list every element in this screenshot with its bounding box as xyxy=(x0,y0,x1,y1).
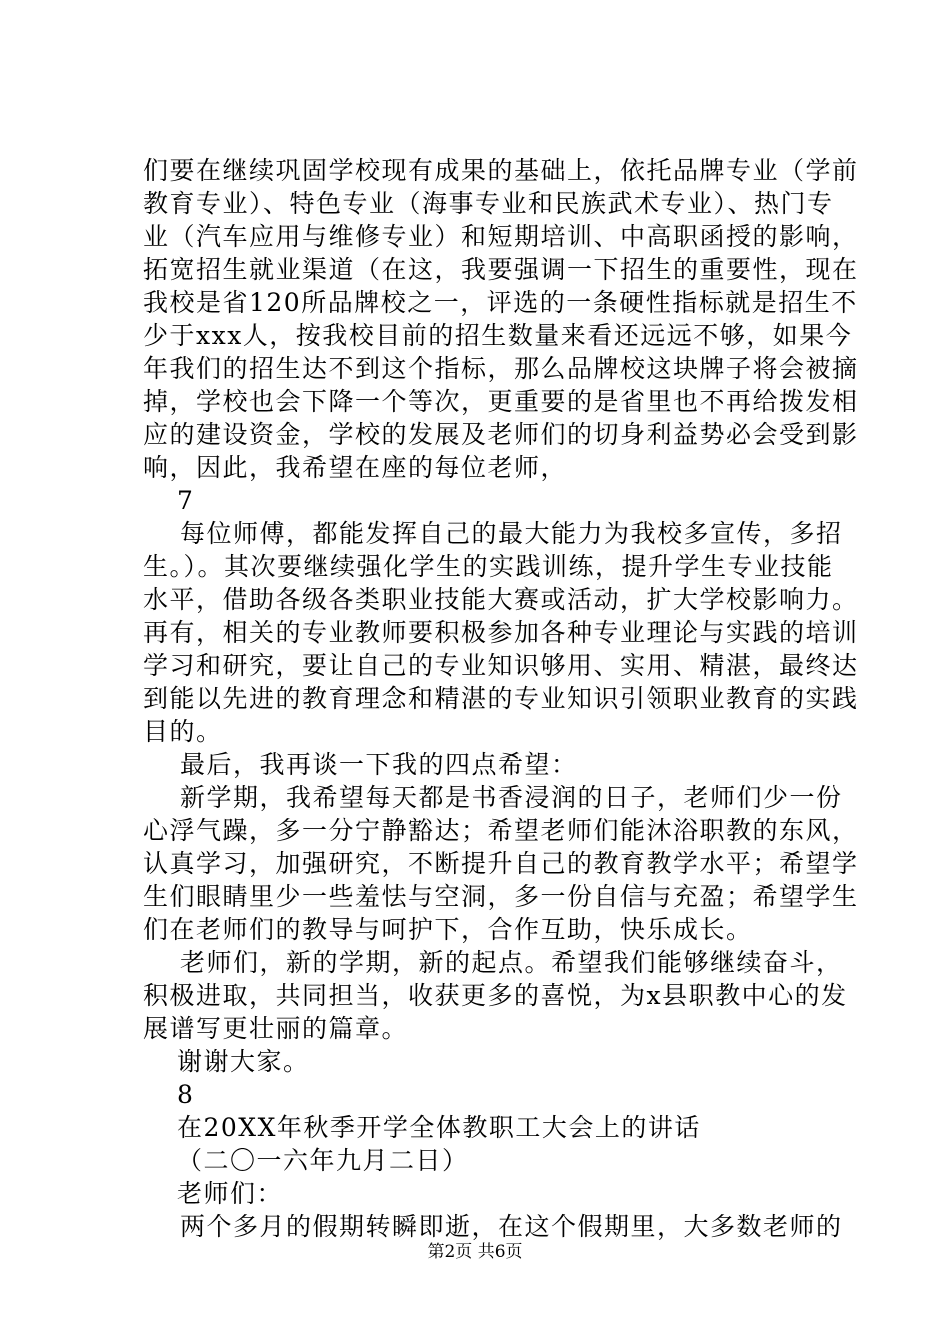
text-line: 心浮气躁，多一分宁静豁达；希望老师们能沐浴职教的东风， xyxy=(143,816,859,845)
text-line: 响，因此，我希望在座的每位老师， xyxy=(143,453,568,482)
text-line: 再有，相关的专业教师要积极参加各种专业理论与实践的培训 xyxy=(143,618,859,647)
text-line: 目的。 xyxy=(143,717,223,746)
speech-date: （二〇一六年九月二日） xyxy=(177,1146,469,1175)
text-line: 少于xxx人，按我校目前的招生数量来看还远远不够，如果今 xyxy=(143,321,853,350)
text-line: 积极进取，共同担当，收获更多的喜悦，为x县职教中心的发 xyxy=(143,981,848,1010)
speech-title: 在20XX年秋季开学全体教职工大会上的讲话 xyxy=(177,1113,701,1142)
text-line: 新学期，我希望每天都是书香浸润的日子，老师们少一份 xyxy=(180,783,843,812)
text-line: 们要在继续巩固学校现有成果的基础上，依托品牌专业（学前 xyxy=(143,156,859,185)
text-line: 年我们的招生达不到这个指标，那么品牌校这块牌子将会被摘 xyxy=(143,354,859,383)
text-line: 谢谢大家。 xyxy=(177,1047,310,1076)
page-marker: 7 xyxy=(177,486,195,515)
text-line: 们在老师们的教导与呵护下，合作互助，快乐成长。 xyxy=(143,915,753,944)
text-line: 两个多月的假期转瞬即逝，在这个假期里，大多数老师的 xyxy=(180,1212,843,1241)
text-line: 应的建设资金，学校的发展及老师们的切身利益势必会受到影 xyxy=(143,420,859,449)
text-line: 学习和研究，要让自己的专业知识够用、实用、精湛，最终达 xyxy=(143,651,859,680)
page-footer: 第2页 共6页 xyxy=(427,1242,523,1262)
text-line: 生们眼睛里少一些羞怯与空洞，多一份自信与充盈；希望学生 xyxy=(143,882,859,911)
text-line: 我校是省120所品牌校之一，评选的一条硬性指标就是招生不 xyxy=(143,288,858,317)
text-line: 展谱写更壮丽的篇章。 xyxy=(143,1014,409,1043)
text-line: 水平，借助各级各类职业技能大赛或活动，扩大学校影响力。 xyxy=(143,585,859,614)
text-line: 认真学习，加强研究，不断提升自己的教育教学水平；希望学 xyxy=(143,849,859,878)
text-line: 生。）。其次要继续强化学生的实践训练，提升学生专业技能 xyxy=(143,552,834,581)
page-marker: 8 xyxy=(177,1080,195,1109)
text-line: 掉，学校也会下降一个等次，更重要的是省里也不再给拨发相 xyxy=(143,387,859,416)
text-line: 业（汽车应用与维修专业）和短期培训、中高职函授的影响， xyxy=(143,222,859,251)
text-line: 教育专业）、特色专业（海事专业和民族武术专业）、热门专 xyxy=(143,189,834,218)
text-line: 老师们，新的学期，新的起点。希望我们能够继续奋斗， xyxy=(180,948,843,977)
text-line: 每位师傅，都能发挥自己的最大能力为我校多宣传，多招 xyxy=(180,519,843,548)
text-line: 拓宽招生就业渠道（在这，我要强调一下招生的重要性，现在 xyxy=(143,255,859,284)
text-line: 最后，我再谈一下我的四点希望： xyxy=(180,750,578,779)
text-line: 到能以先进的教育理念和精湛的专业知识引领职业教育的实践 xyxy=(143,684,859,713)
salutation: 老师们： xyxy=(177,1179,284,1208)
